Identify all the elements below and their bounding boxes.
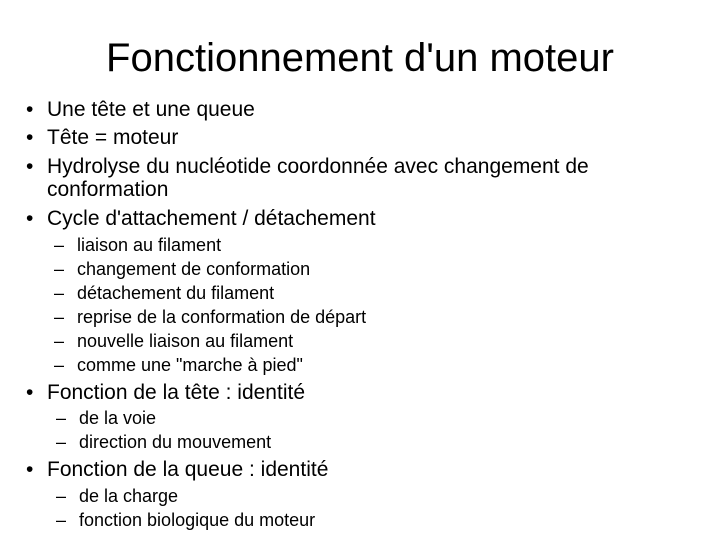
bullet-item-head-motor: Tête = moteur	[47, 126, 179, 149]
head-function-sub: de la voie	[79, 408, 157, 428]
bullet-item-head-function: Fonction de la tête : identité	[47, 381, 305, 404]
dash-marker: –	[56, 408, 67, 428]
dash-marker: –	[54, 307, 65, 327]
bullet-marker: •	[26, 207, 34, 230]
tail-function-sub: fonction biologique du moteur	[79, 510, 316, 530]
cycle-step: reprise de la conformation de départ	[77, 307, 367, 327]
bullet-item-hydrolysis: Hydrolyse du nucléotide coordonnée avec changement de	[47, 155, 589, 178]
cycle-step: détachement du filament	[77, 283, 275, 303]
bullet-marker: •	[26, 381, 34, 404]
bullet-marker: •	[26, 98, 34, 121]
tail-function-sub: de la charge	[79, 486, 179, 506]
bullet-item-tail-function: Fonction de la queue : identité	[47, 458, 329, 481]
cycle-step: liaison au filament	[77, 235, 222, 255]
bullet-marker: •	[26, 126, 34, 149]
cycle-step: nouvelle liaison au filament	[77, 331, 294, 351]
dash-marker: –	[54, 259, 65, 279]
bullet-marker: •	[26, 458, 34, 481]
slide-title: Fonctionnement d'un moteur	[106, 36, 614, 80]
dash-marker: –	[56, 486, 67, 506]
head-function-sub: direction du mouvement	[79, 432, 272, 452]
cycle-step: changement de conformation	[77, 259, 311, 279]
dash-marker: –	[54, 283, 65, 303]
bullet-item-cycle: Cycle d'attachement / détachement	[47, 207, 376, 230]
dash-marker: –	[56, 432, 67, 452]
bullet-item-hydrolysis-cont: conformation	[47, 178, 169, 201]
bullet-marker: •	[26, 155, 34, 178]
bullet-item-head-tail: Une tête et une queue	[47, 98, 255, 121]
cycle-step: comme une "marche à pied"	[77, 355, 303, 375]
dash-marker: –	[54, 235, 65, 255]
dash-marker: –	[56, 510, 67, 530]
dash-marker: –	[54, 355, 65, 375]
dash-marker: –	[54, 331, 65, 351]
